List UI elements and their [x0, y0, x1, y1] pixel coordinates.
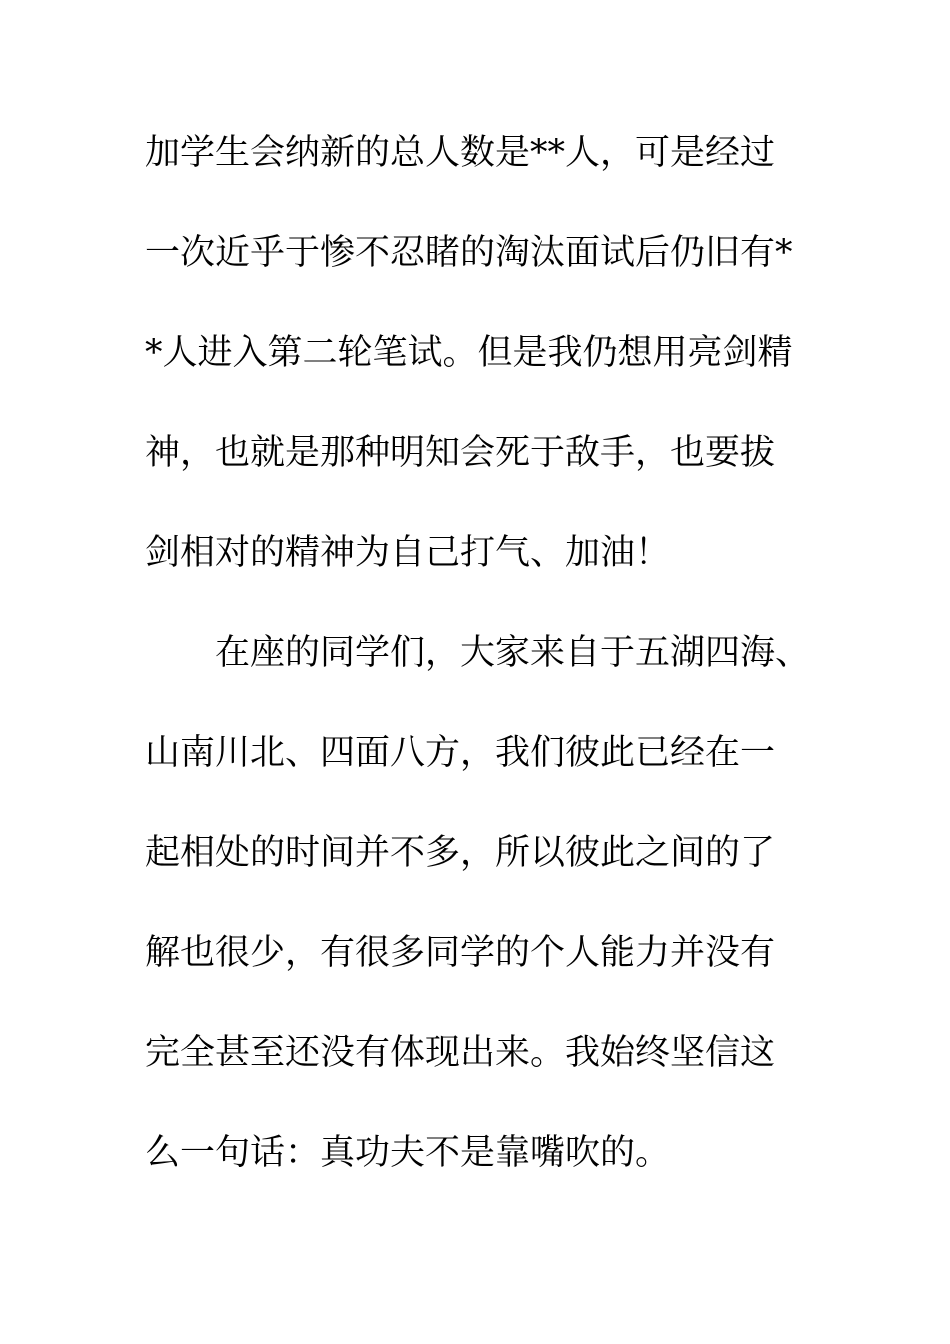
text-line-5: 剑相对的精神为自己打气、加油！	[145, 533, 671, 573]
text-line-11: 么一句话：真功夫不是靠嘴吹的。	[145, 1133, 671, 1173]
text-line-2: 一次近乎于惨不忍睹的淘汰面试后仍旧有*	[145, 233, 793, 273]
text-line-7: 山南川北、四面八方，我们彼此已经在一	[145, 733, 776, 773]
text-line-10: 完全甚至还没有体现出来。我始终坚信这	[145, 1033, 776, 1073]
text-line-3: *人进入第二轮笔试。但是我仍想用亮剑精	[145, 333, 793, 373]
text-line-9: 解也很少，有很多同学的个人能力并没有	[145, 933, 776, 973]
paragraph-start-line-6: 在座的同学们，大家来自于五湖四海、	[215, 633, 811, 673]
text-line-4: 神，也就是那种明知会死于敌手，也要拔	[145, 433, 776, 473]
text-line-8: 起相处的时间并不多，所以彼此之间的了	[145, 833, 776, 873]
text-line-1: 加学生会纳新的总人数是**人，可是经过	[145, 133, 776, 173]
